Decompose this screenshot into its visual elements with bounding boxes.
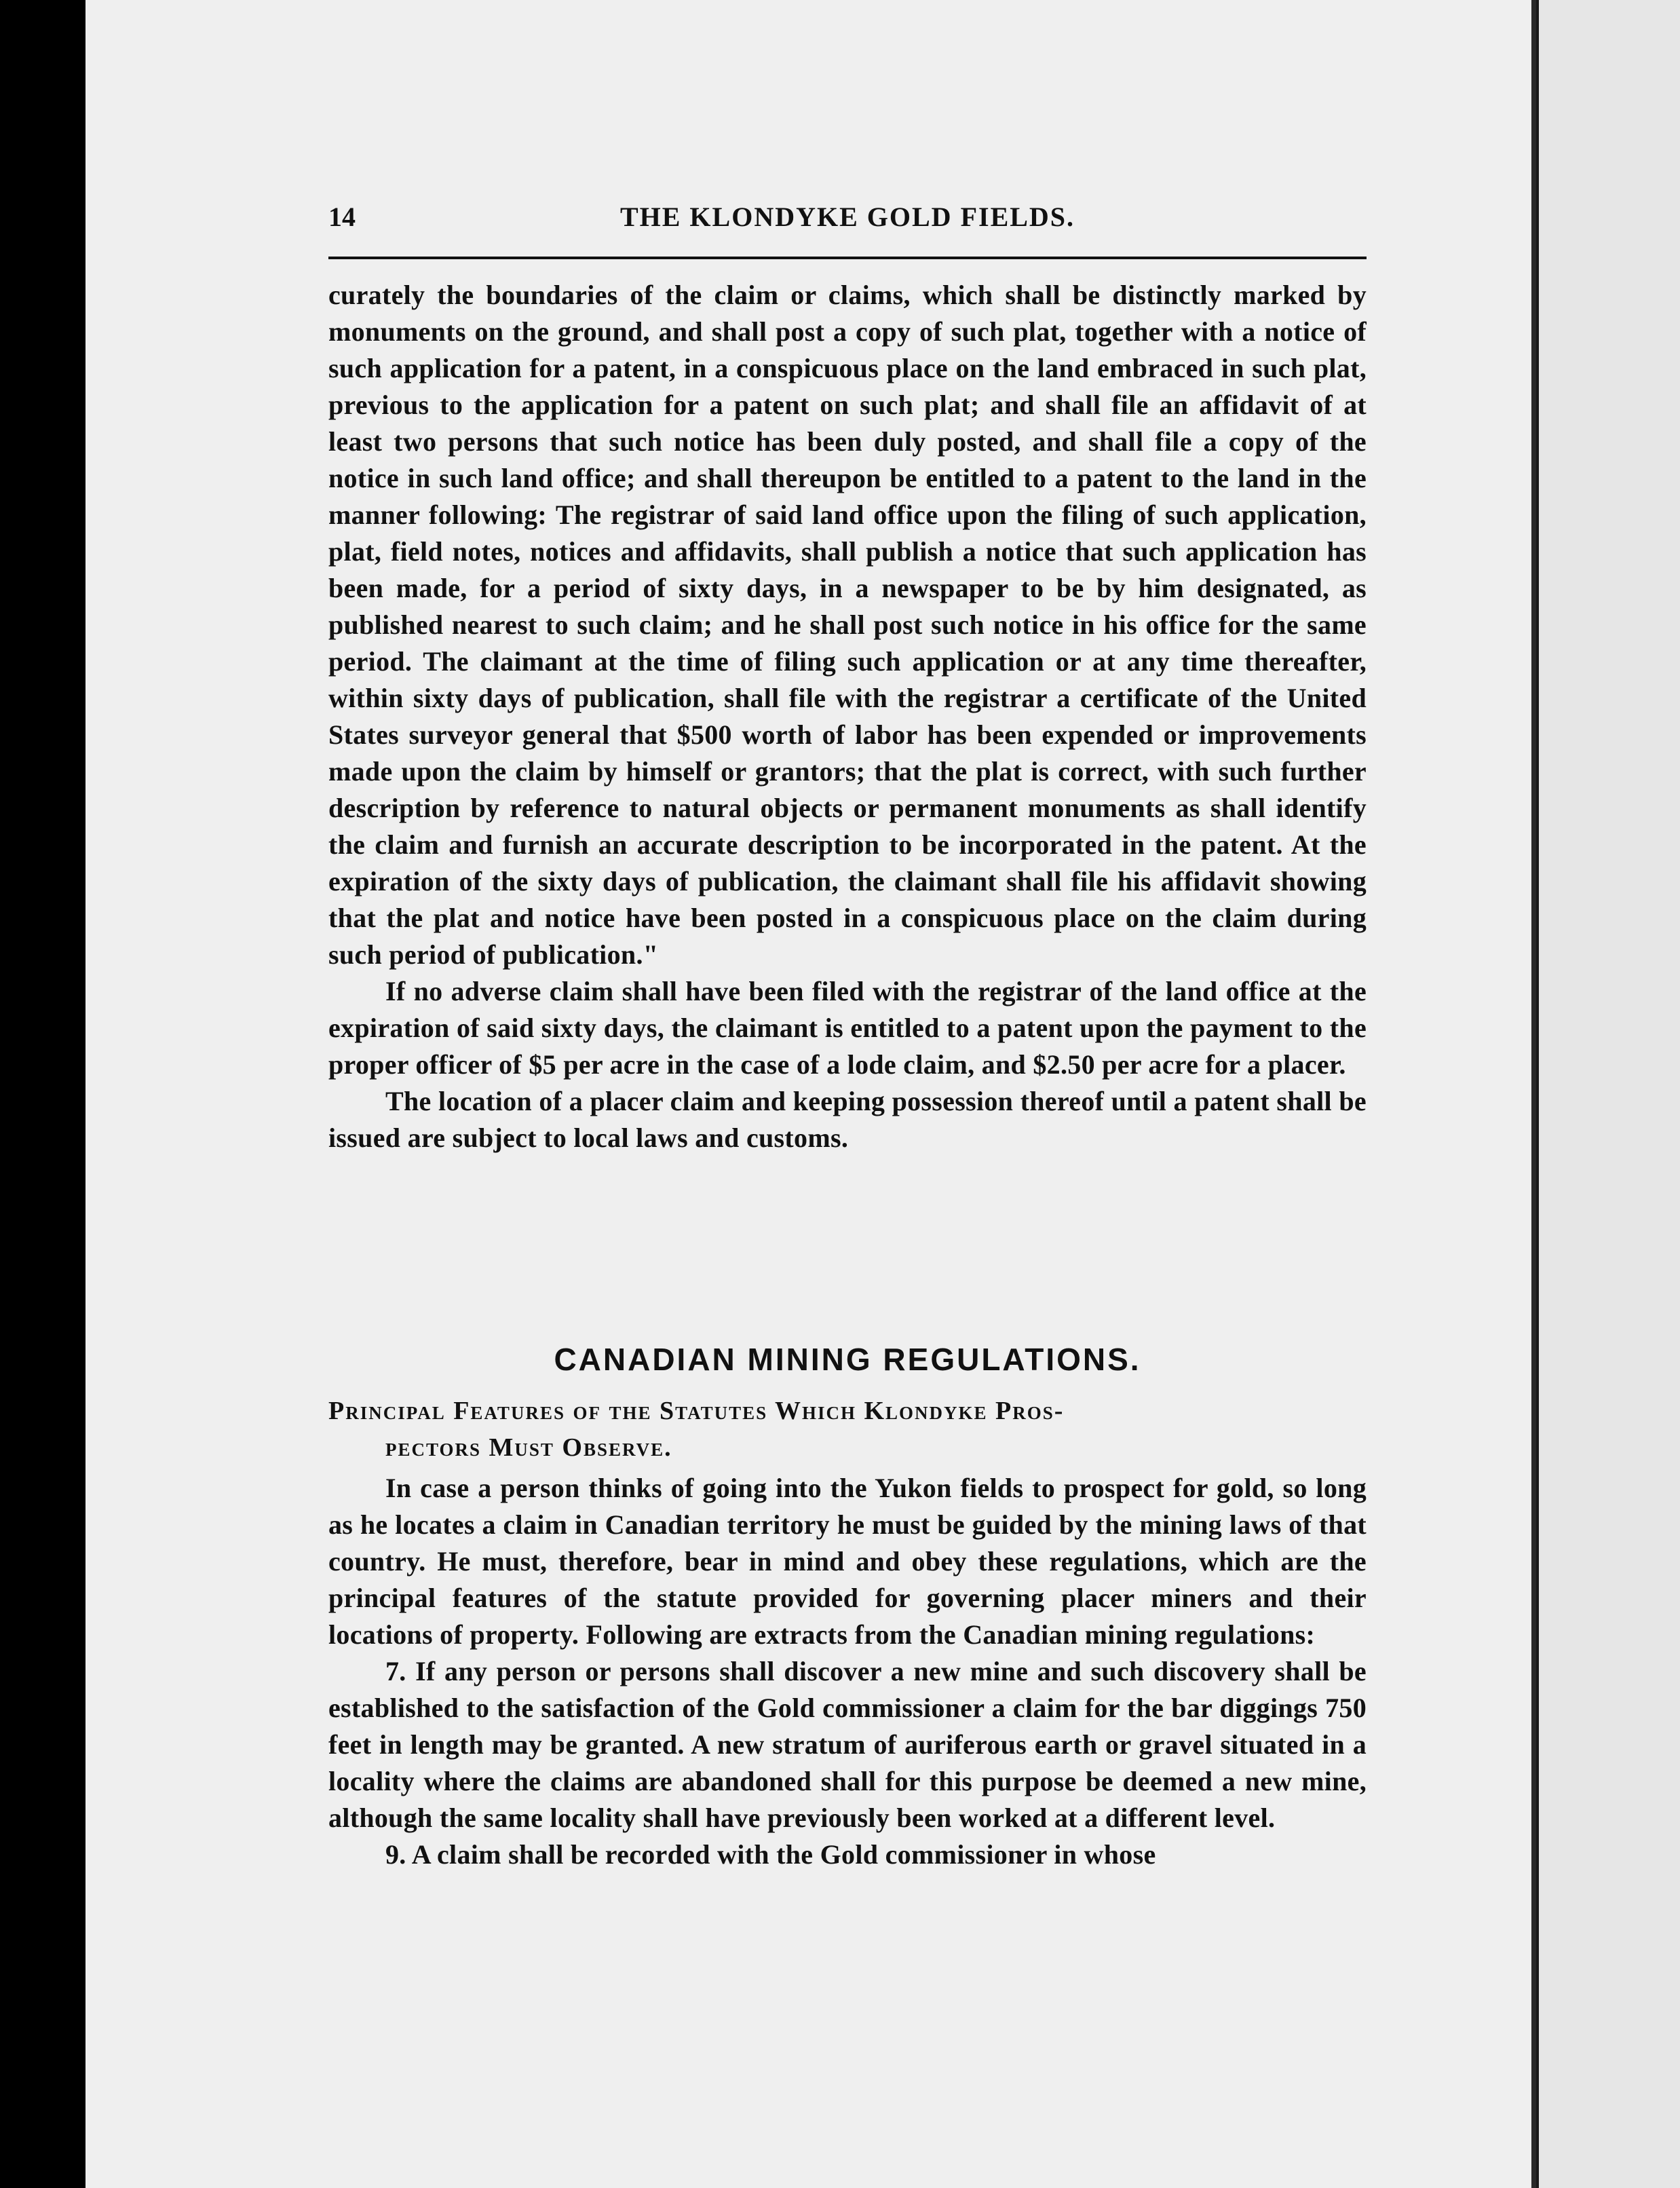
regulation-9: 9. A claim shall be recorded with the Gold commissioner in whose <box>385 1839 1156 1870</box>
adjacent-page-edge <box>1536 0 1680 2188</box>
running-title: THE KLONDYKE GOLD FIELDS. <box>619 202 1075 232</box>
subheading-line-1: Principal Features of the Statutes Which Klondyke Pros- <box>328 1397 1065 1425</box>
section-body-text <box>328 1470 1367 1873</box>
subheading-line-2: pectors Must Observe. <box>385 1433 672 1462</box>
body-text <box>328 277 1367 1156</box>
page-gutter <box>1531 0 1536 2188</box>
paragraph-adverse-claim: If no adverse claim shall have been filed with the registrar of the land office at the expiration of said sixty days, the claimant is entitled to a patent upon the payment to the proper officer of $5 per acre in the case of a lode claim, and $2.50 per acre for a placer. <box>328 976 1367 1080</box>
paragraph-yukon-intro: In case a person thinks of going into the Yukon fields to prospect for gold, so long as he locates a claim in Canadian territory he must be guided by the mining laws of that country. He must, therefore, bear in mind and obey these regulations, which are the principal features of the statute provided for governing placer miners and their locations of property. Following are extracts from the Canadian mining regulations: <box>328 1473 1367 1650</box>
header-rule <box>328 257 1367 259</box>
regulation-7: 7. If any person or persons shall discover a new mine and such discovery shall be established to the satisfaction of the Gold commissioner a claim for the bar diggings 750 feet in length may be granted. A new stratum of auriferous earth or gravel situated in a locality where the claims are abandoned shall for this purpose be deemed a new mine, although the same locality shall have previously been worked at a different level. <box>328 1656 1367 1833</box>
page-number: 14 <box>328 202 356 232</box>
paragraph-continued: curately the boundaries of the claim or claims, which shall be distinctly marked by monuments on the ground, and shall post a copy of such plat, together with a notice of such application for a patent, in a conspicuous place on the land embraced in such plat, previous to the application for a patent on such plat; and shall file an affidavit of at least two persons that such notice has been duly posted, and shall file a copy of the notice in such land office; and shall thereupon be entitled to a patent to the land in the manner following: The registrar of said land office upon the filing of such application, plat, field notes, notices and affidavits, shall publish a notice that such application has been made, for a period of sixty days, in a newspaper to be by him designated, as published nearest to such claim; and he shall post such notice in his office for the same period. The claimant at the time of filing such application or at any time thereafter, within sixty days of publication, shall file with the registrar a certificate of the United States surveyor general that $500 worth of labor has been expended or improvements made upon the claim by himself or grantors; that the plat is correct, with such further description by reference to natural objects or permanent monuments as shall identify the claim and furnish an accurate description to be incorporated in the patent. At the expiration of the sixty days of publication, the claimant shall file his affidavit showing that the plat and notice have been posted in a conspicuous place on the claim during such period of publication." <box>328 280 1367 970</box>
paragraph-placer-location: The location of a placer claim and keeping possession thereof until a patent shall be issued are subject to local laws and customs. <box>328 1086 1367 1153</box>
running-head <box>328 201 1367 242</box>
section-subheading <box>328 1393 1367 1466</box>
section-heading: CANADIAN MINING REGULATIONS. <box>554 1342 1141 1377</box>
